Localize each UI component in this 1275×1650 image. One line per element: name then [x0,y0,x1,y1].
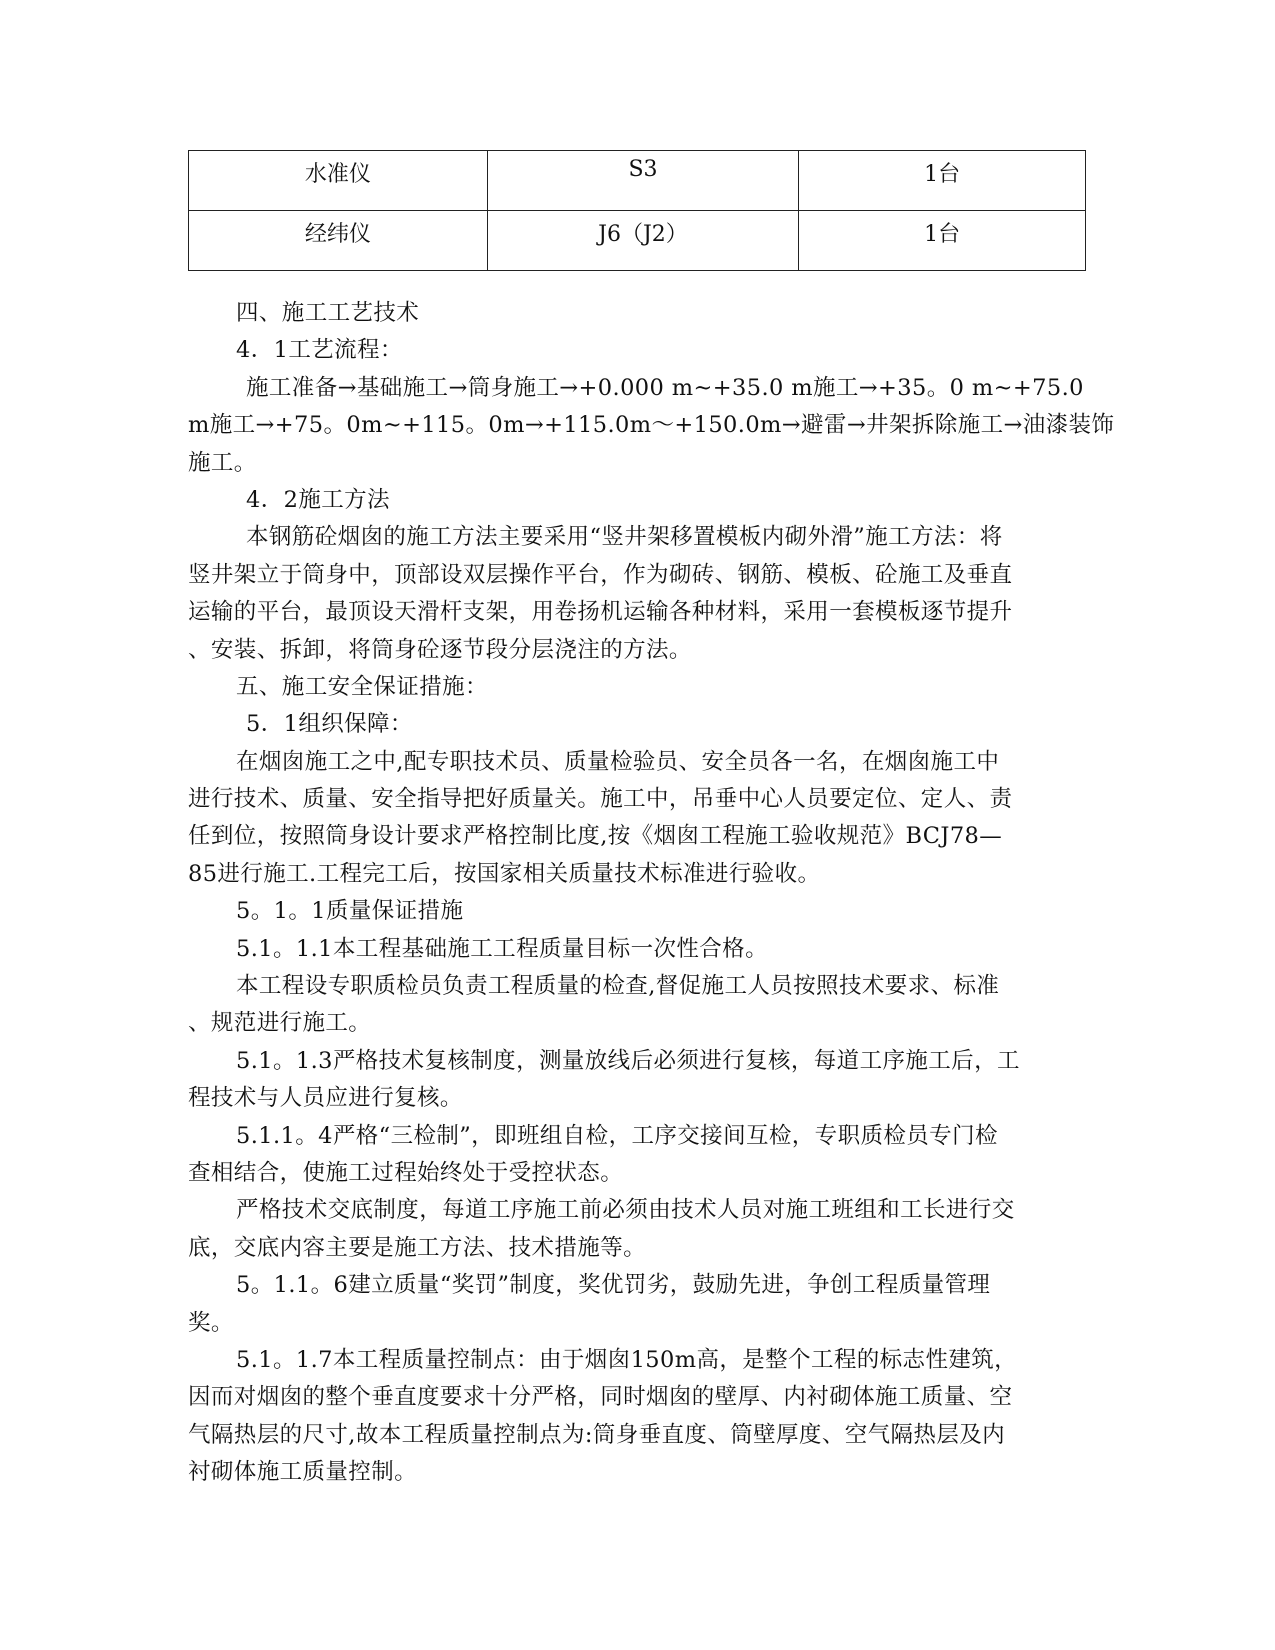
document-body [188,295,1115,1492]
subsection-heading: 4．1工艺流程： [236,337,403,364]
table-row [189,211,1086,271]
paragraph-line: 底，交底内容主要是施工方法、技术措施等。 [188,1234,647,1261]
paragraph-line: 施工。 [188,449,257,476]
paragraph-line: 衬砌体施工质量控制。 [188,1459,418,1486]
paragraph-line: 本钢筋砼烟囱的施工方法主要采用“竖井架移置模板内砌外滑”施工方法：将 [246,524,1003,551]
paragraph-line: 5。1.1。6建立质量“奖罚”制度，奖优罚劣，鼓励先进，争创工程质量管理 [236,1272,991,1299]
paragraph-line: 严格技术交底制度，每道工序施工前必须由技术人员对施工班组和工长进行交 [236,1197,1015,1224]
subsection-heading: 5。1。1质量保证措施 [236,898,464,925]
paragraph-line: m施工→+75。0m~+115。0m→+115.0m～+150.0m→避雷→井架拆除施工→油漆装饰 [188,412,1115,439]
paragraph-line: 竖井架立于筒身中，顶部设双层操作平台，作为砌砖、钢筋、模板、砼施工及垂直 [188,561,1013,588]
paragraph-line: 在烟囱施工之中,配专职技术员、质量检验员、安全员各一名，在烟囱施工中 [236,748,1000,775]
paragraph-line: 、规范进行施工。 [188,1010,372,1037]
paragraph-line: 85进行施工.工程完工后，按国家相关质量技术标准进行验收。 [188,860,821,887]
paragraph-line: 5.1。1.7本工程质量控制点：由于烟囱150m高，是整个工程的标志性建筑， [236,1346,1018,1373]
paragraph-line: 因而对烟囱的整个垂直度要求十分严格，同时烟囱的壁厚、内衬砌体施工质量、空 [188,1384,1013,1411]
section-heading: 五、施工安全保证措施： [236,673,488,700]
paragraph-line: 进行技术、质量、安全指导把好质量关。施工中，吊垂中心人员要定位、定人、责 [188,786,1013,813]
paragraph-line: 施工准备→基础施工→筒身施工→+0.000 m~+35.0 m施工→+35。0 m~+75.0 [246,374,1084,401]
section-heading: 四、施工工艺技术 [236,300,420,326]
table-cell-name: 经纬仪 [189,211,488,271]
paragraph-line: 任到位，按照筒身设计要求严格控制比度,按《烟囱工程施工验收规范》BCJ78— [188,823,1003,850]
paragraph-line: 、安装、拆卸，将筒身砼逐节段分层浇注的方法。 [188,636,692,663]
table-cell-model: J6（J2） [487,211,799,271]
table-cell-model: S3 [487,151,799,211]
table-cell-qty: 1台 [799,211,1086,271]
equipment-table [188,150,1086,271]
table-cell-name: 水准仪 [189,151,488,211]
subsection-heading: 5．1组织保障： [246,711,413,738]
paragraph-line: 查相结合，使施工过程始终处于受控状态。 [188,1159,624,1186]
table-row [189,151,1086,211]
paragraph-line: 5.1.1。4严格“三检制”，即班组自检，工序交接间互检，专职质检员专门检 [236,1122,998,1149]
paragraph-line: 5.1。1.1本工程基础施工工程质量目标一次性合格。 [236,935,768,962]
paragraph-line: 本工程设专职质检员负责工程质量的检查,督促施工人员按照技术要求、标准 [236,973,1000,1000]
paragraph-line: 程技术与人员应进行复核。 [188,1085,463,1112]
paragraph-line: 奖。 [188,1309,234,1336]
table-cell-qty: 1台 [799,151,1086,211]
subsection-heading: 4．2施工方法 [246,486,390,513]
paragraph-line: 5.1。1.3严格技术复核制度，测量放线后必须进行复核，每道工序施工后，工 [236,1047,1020,1074]
paragraph-line: 气隔热层的尺寸,故本工程质量控制点为:筒身垂直度、筒壁厚度、空气隔热层及内 [188,1421,1006,1448]
paragraph-line: 运输的平台，最顶设天滑杆支架，用卷扬机运输各种材料，采用一套模板逐节提升 [188,599,1013,626]
